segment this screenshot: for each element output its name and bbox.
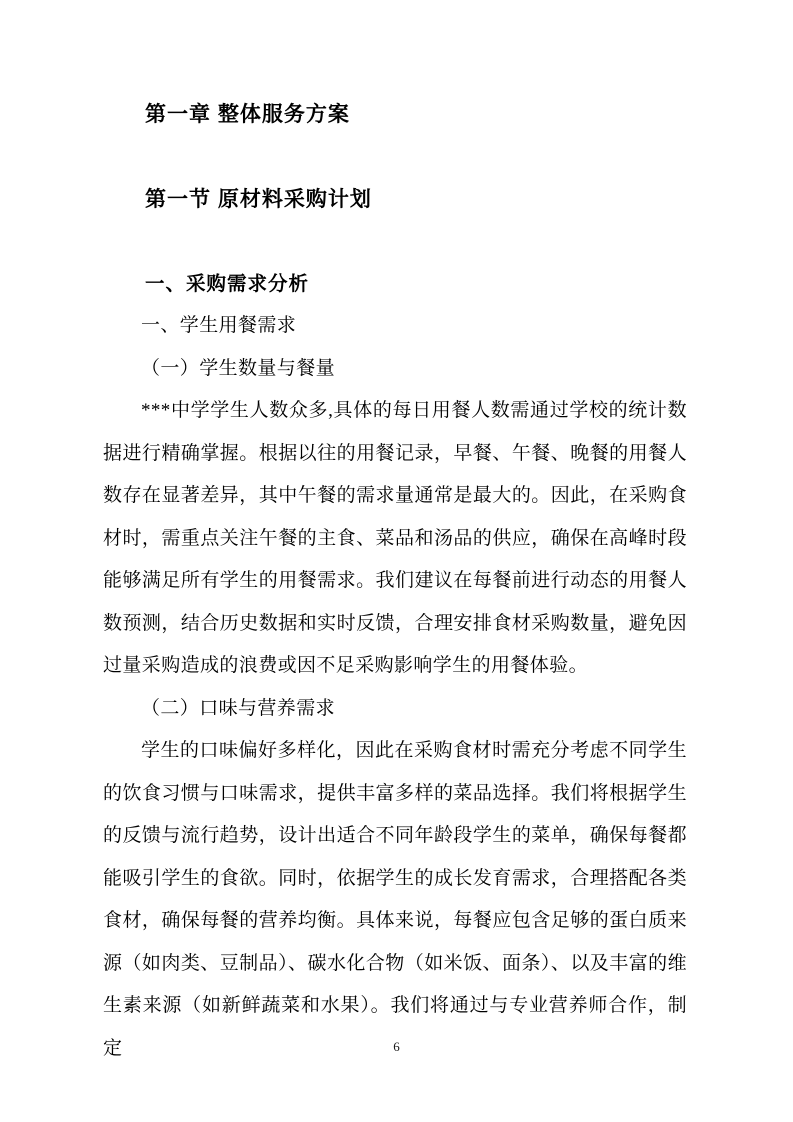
- analysis-heading: 一、采购需求分析: [145, 273, 310, 295]
- chapter-heading: 第一章 整体服务方案: [145, 103, 350, 126]
- subheading-student-dining-needs: 一、学生用餐需求: [141, 315, 297, 336]
- page-number: 6: [393, 1039, 400, 1054]
- section-heading: 第一节 原材料采购计划: [145, 188, 372, 211]
- paragraph-taste-nutrition: 学生的口味偏好多样化，因此在采购食材时需充分考虑不同学生的饮食习惯与口味需求，提供丰富多样的菜品选择。我们将根据学生的反馈与流行趋势，设计出适合不同年龄段学生的菜单，确保每餐都能吸引学生的食欲。同时，依据学生的成长发育需求，合理搭配各类食材，确保每餐的营养均衡。具体来说，每餐应包含足够的蛋白质来源（如肉类、豆制品）、碳水化合物（如米饭、面条）、以及丰富的维生素来源（如新鲜蔬菜和水果）。我们将通过与专业营养师合作，制定: [103, 740, 687, 1059]
- body-text-block: [103, 305, 687, 1070]
- paragraph-student-count: ***中学学生人数众多,具体的每日用餐人数需通过学校的统计数据进行精确掌握。根据以往的用餐记录，早餐、午餐、晚餐的用餐人数存在显著差异，其中午餐的需求量通常是最大的。因此，在采购食材时，需重点关注午餐的主食、菜品和汤品的供应，确保在高峰时段能够满足所有学生的用餐需求。我们建议在每餐前进行动态的用餐人数预测，结合历史数据和实时反馈，合理安排食材采购数量，避免因过量采购造成的浪费或因不足采购影响学生的用餐体验。: [103, 400, 687, 676]
- item-heading-student-count: （一）学生数量与餐量: [141, 357, 336, 379]
- item-heading-taste-nutrition: （二）口味与营养需求: [141, 697, 336, 719]
